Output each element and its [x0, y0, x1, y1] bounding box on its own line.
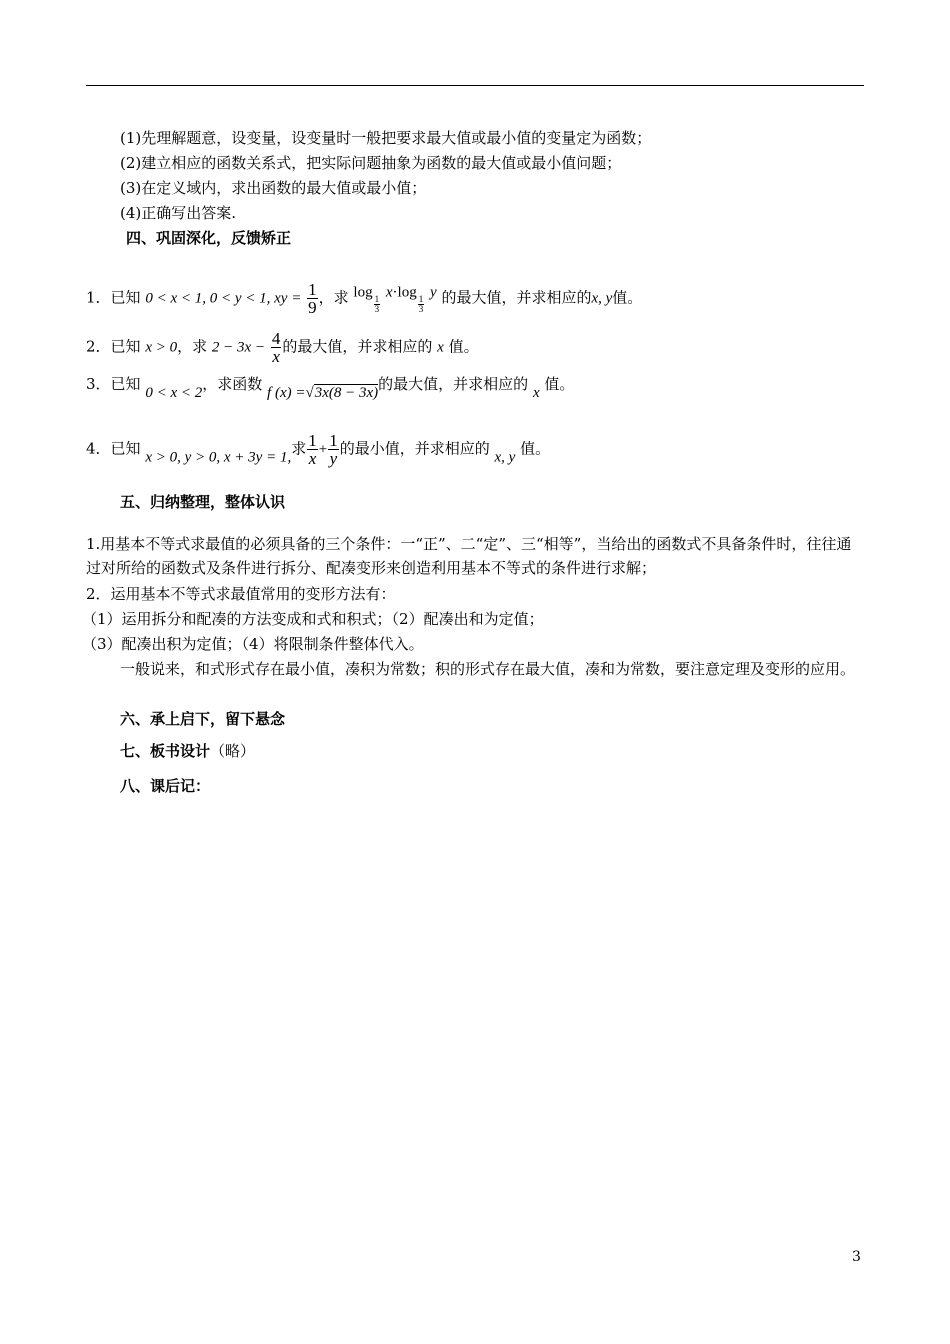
section-7-note: （略）	[210, 742, 256, 760]
problem-3-vars: x	[532, 385, 540, 401]
problem-4-vars: x, y	[494, 449, 516, 466]
problem-3-pre: 已知	[110, 375, 141, 393]
fraction-four-over-x: $\frac{4}{x}$	[271, 329, 281, 366]
problem-1-number: 1．	[86, 288, 111, 307]
problem-4-number: 4．	[86, 439, 111, 458]
problem-4-pre: 已知	[110, 439, 141, 458]
problem-1-condition: 0 < x < 1, 0 < y < 1, xy =	[145, 290, 302, 307]
section-7-title: 七、板书设计	[120, 742, 211, 760]
problem-1-mid: ，求	[318, 288, 349, 307]
problem-2-condition: x > 0	[145, 339, 178, 356]
problem-1-vars: x, y	[591, 290, 613, 307]
problem-2-mid: ，求	[177, 337, 208, 356]
step-3: (3)在定义域内，求出函数的最大值或最小值；	[120, 179, 427, 197]
summary-general: 一般说来，和式形式存在最小值，凑积为常数；积的形式存在最大值，凑和为常数，要注意定理及变形的应用。	[120, 660, 856, 678]
problem-4-end: 值。	[520, 439, 551, 458]
problem-2-expression: 2 − 3x −	[211, 339, 266, 356]
problem-2-number: 2．	[86, 337, 111, 356]
problem-3-post: 的最大值，并求相应的	[378, 375, 529, 393]
problem-3	[86, 374, 574, 403]
problem-1-end: 值。	[612, 288, 643, 307]
problem-1	[86, 281, 642, 316]
problem-3-condition: 0 < x < 2	[145, 385, 203, 401]
section-8-heading: 八、课后记：	[120, 777, 211, 795]
section-5-heading: 五、归纳整理，整体认识	[120, 493, 286, 511]
fraction-one-ninth: $\frac{1}{9}$	[308, 280, 317, 317]
log-1: log	[353, 284, 373, 301]
fraction-one-over-y: $\frac{1}{y}$	[329, 431, 338, 468]
problem-2-pre: 已知	[110, 337, 141, 356]
problem-2-post: 的最大值，并求相应的	[282, 337, 433, 356]
fraction-one-over-x: $\frac{1}{x}$	[308, 431, 317, 468]
problem-3-function: f (x) =	[267, 385, 306, 401]
page-number: 3	[852, 1249, 861, 1265]
section-4-heading: 四、巩固深化，反馈矫正	[126, 229, 292, 247]
step-1: (1)先理解题意，设变量，设变量时一般把要求最大值或最小值的变量定为函数；	[120, 129, 652, 147]
problem-4-condition: x > 0, y > 0, x + 3y = 1,	[145, 449, 292, 466]
plus-operator: +	[318, 441, 328, 458]
problem-4-mid: 求	[291, 439, 307, 458]
problem-1-post: 的最大值，并求相应的	[441, 288, 592, 307]
summary-methods-a: （1）运用拆分和配凑的方法变成和式和积式；（2）配凑出和为定值；	[82, 610, 544, 628]
sqrt-icon: √	[305, 385, 314, 401]
dot-operator: ·	[392, 284, 398, 301]
problem-3-mid: ，求函数	[202, 375, 263, 393]
log-arg-x: x	[385, 284, 393, 301]
header-rule	[86, 85, 864, 86]
problem-4-post: 的最小值，并求相应的	[339, 439, 490, 458]
log-2: log	[397, 284, 417, 301]
summary-point-2: 2．运用基本不等式求最值常用的变形方法有：	[86, 585, 396, 603]
square-root: √3x(8 − 3x)	[305, 385, 379, 401]
log-base-1: $\frac{1}{3}$	[374, 293, 380, 314]
problem-2-end: 值。	[448, 337, 479, 356]
section-6-heading: 六、承上启下，留下悬念	[120, 710, 286, 728]
step-4: (4)正确写出答案.	[120, 204, 237, 222]
problem-2	[86, 330, 479, 365]
problem-4	[86, 432, 550, 468]
log-base-2: $\frac{1}{3}$	[418, 293, 424, 314]
summary-point-1: 1.用基本不等式求最值的必须具备的三个条件：一“正”、二“定”、三“相等”，当给出的函数式不具备条件时，往往通过对所给的函数式及条件进行拆分、配凑变形来创造利用基本不等式的条件进行求解；	[86, 535, 852, 577]
summary-methods-b: （3）配凑出积为定值；（4）将限制条件整体代入。	[82, 635, 424, 653]
problem-1-pre: 已知	[110, 288, 141, 307]
problem-3-end: 值。	[544, 375, 575, 393]
section-7-heading	[120, 741, 255, 761]
problem-2-vars: x	[437, 339, 444, 356]
step-2: (2)建立相应的函数关系式，把实际问题抽象为函数的最大值或最小值问题；	[120, 154, 622, 172]
log-arg-y: y	[430, 284, 437, 301]
problem-3-number: 3．	[86, 375, 111, 393]
